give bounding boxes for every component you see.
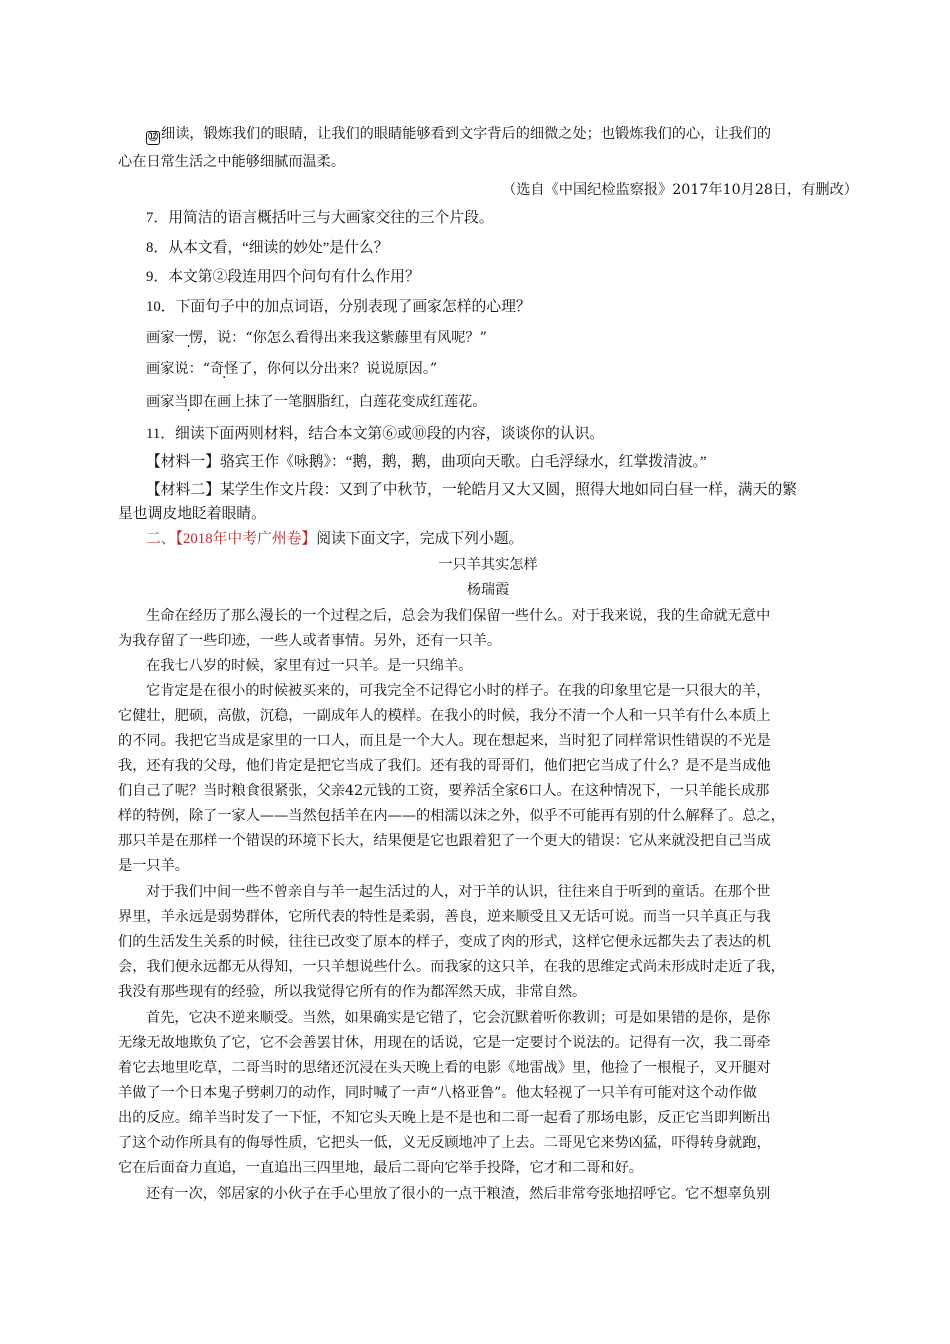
article-line: 它肯定是在很小的时候被买来的，可我完全不记得它小时的样子。在我的印象里它是一只很大的羊， <box>146 683 771 699</box>
dotted-word-1: 一愣 <box>174 330 203 346</box>
dotted-word-3: 当即 <box>174 394 203 410</box>
sentence-1: 画家一愣，说：“你怎么看得出来我这紫藤里有风呢？” <box>146 330 487 346</box>
article-line: 它在后面奋力直追，一直追出三四里地，最后二哥向它举手投降，它才和二哥和好。 <box>118 1160 643 1176</box>
article-line: 它健壮，肥硕，高傲，沉稳，一副成年人的模样。在我小的时候，我分不清一个人和一只羊有什么本质上 <box>118 708 771 724</box>
material-2-line2: 星也调皮地眨着眼睛。 <box>118 506 266 522</box>
material-2-line1: 【材料二】某学生作文片段：又到了中秋节，一轮皓月又大又圆，照得大地如同白昼一样，满天的繁 <box>146 482 798 498</box>
sentence-2: 画家说：“奇怪了，你何以分出来？说说原因。” <box>146 361 438 377</box>
article-line: 那只羊是在那样一个错误的环境下长大，结果便是它也跟着犯了一个更大的错误：它从来就没把自己当成 <box>118 833 771 849</box>
article-line: 生命在经历了那么漫长的一个过程之后，总会为我们保留一些什么。对于我来说，我的生命就无意中 <box>146 608 771 624</box>
article-line: 们自己了呢？当时粮食很紧张，父亲42元钱的工资，要养活全家6口人。在这种情况下，一只羊能长成那 <box>118 783 770 799</box>
article-line: 出的反应。绵羊当时发了一下怔，不知它头天晚上是不是也和二哥一起看了那场电影，反正它当即判断出 <box>118 1110 771 1126</box>
question-11: 11．细读下面两则材料，结合本文第⑥或⑩段的内容，谈谈你的认识。 <box>146 426 605 442</box>
article-line: 我没有那些现有的经验，所以我觉得它所有的作为都浑然天成，非常自然。 <box>118 984 587 1000</box>
paragraph-12-line1: ⑫ 细读，锻炼我们的眼睛，让我们的眼睛能够看到文字背后的细微之处；也锻炼我们的心，让我们的 <box>148 126 772 143</box>
article-line: 界里，羊永远是弱势群体，它所代表的特性是柔弱，善良，逆来顺受且又无话可说。而当一只羊真正与我 <box>118 909 771 925</box>
article-line: 还有一次，邻居家的小伙子在手心里放了很小的一点干粮渣，然后非常夸张地招呼它。它不想辜负别 <box>146 1186 771 1202</box>
article-line: 无缘无故地欺负了它，它不会善罢甘休，用现在的话说，它是一定要讨个说法的。记得有一次，我二哥牵 <box>118 1035 771 1051</box>
article-title: 一只羊其实怎样 <box>438 557 538 573</box>
article-line: 会，我们便永远都无从得知，一只羊想说些什么。而我家的这只羊，在我的思维定式尚未形成时走近了我， <box>118 959 785 975</box>
source-citation: （选自《中国纪检监察报》2017年10月28日，有删改） <box>502 182 858 198</box>
question-7: 7．用简洁的语言概括叶三与大画家交往的三个片段。 <box>146 210 494 226</box>
question-9: 9．本文第②段连用四个问句有什么作用？ <box>146 269 420 285</box>
dotted-word-2: 奇怪 <box>210 361 239 377</box>
article-line: 我，还有我的父母，他们肯定是把它当成了我们。还有我的哥哥们，他们把它当成了什么？是不是当成他 <box>118 758 771 774</box>
sentence-3: 画家当即在画上抹了一笔胭脂红，白莲花变成红莲花。 <box>146 394 487 410</box>
article-line: 首先，它决不逆来顺受。当然，如果确实是它错了，它会沉默着听你教训；可是如果错的是你，是你 <box>146 1010 771 1026</box>
article-line: 在我七八岁的时候，家里有过一只羊。是一只绵羊。 <box>146 658 473 674</box>
section-2-heading: 二、【2018年中考广州卷】阅读下面文字，完成下列小题。 <box>146 531 524 547</box>
paragraph-12-line2: 心在日常生活之中能够细腻而温柔。 <box>118 154 346 170</box>
article-line: 羊做了一个日本鬼子劈刺刀的动作，同时喊了一声“八格亚鲁”。他太轻视了一只羊有可能对这个动作做 <box>118 1085 757 1101</box>
material-1: 【材料一】骆宾王作《咏鹅》：“鹅，鹅，鹅，曲项向天歌。白毛浮绿水，红掌拨清波。” <box>146 454 707 470</box>
question-8: 8．从本文看，“细读的妙处”是什么？ <box>146 240 389 256</box>
article-author: 杨瑞霞 <box>466 582 510 598</box>
question-10: 10．下面句子中的加点词语，分别表现了画家怎样的心理？ <box>146 299 531 315</box>
exam-source-tag: 【2018年中考广州卷】 <box>175 531 317 547</box>
article-line: 是一只羊。 <box>118 858 189 874</box>
article-line: 们的生活发生关系的时候，往往已改变了原本的样子，变成了肉的形式，这样它便永远都失去了表达的机 <box>118 934 771 950</box>
paragraph-number-mark: ⑫ <box>148 132 158 143</box>
article-line: 了这个动作所具有的侮辱性质，它把头一低，义无反顾地冲了上去。二哥见它来势凶猛，吓得转身就跑， <box>118 1135 771 1151</box>
article-line: 的不同。我把它当成是家里的一口人，而且是一个大人。现在想起来，当时犯了同样常识性错误的不光是 <box>118 733 771 749</box>
article-line: 为我存留了一些印迹，一些人或者事情。另外，还有一只羊。 <box>118 633 502 649</box>
article-line: 样的特例，除了一家人——当然包括羊在内——的相濡以沫之外，似乎不可能再有别的什么解释了。总之， <box>118 808 785 824</box>
article-line: 着它去地里吃草，二哥当时的思绪还沉浸在头天晚上看的电影《地雷战》里，他捡了一根棍子，叉开腿对 <box>118 1060 771 1076</box>
article-line: 对于我们中间一些不曾亲自与羊一起生活过的人，对于羊的认识，往往来自于听到的童话。在那个世 <box>146 884 771 900</box>
